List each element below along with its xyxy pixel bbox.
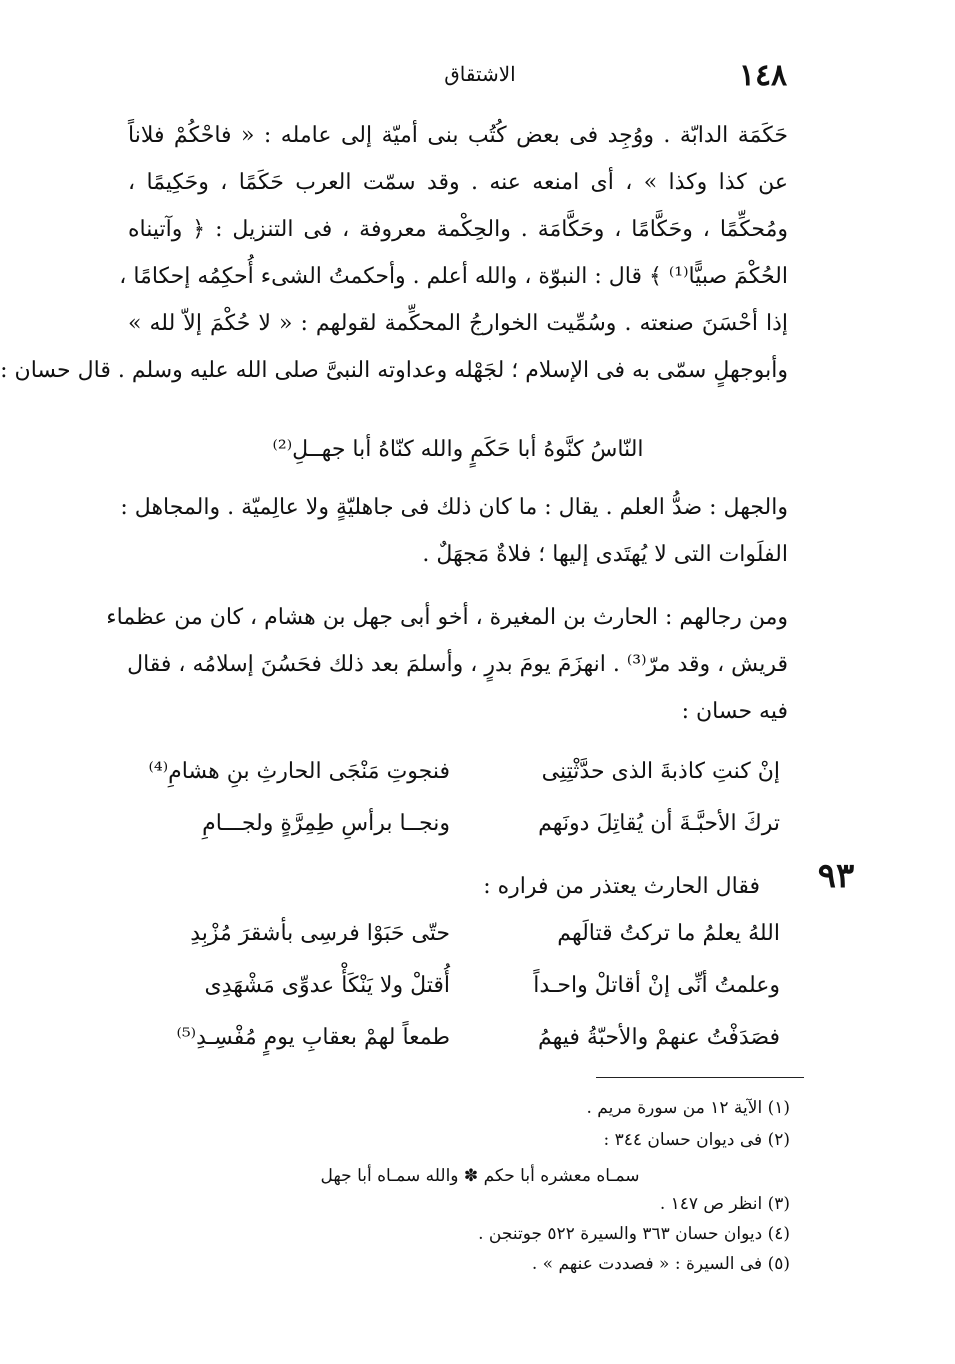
text-line: وأبوجهلٍ سمّى به فى الإسلام ؛ لجَهْله وعداوته النبىَّ صلى الله عليه وسلم . قال حسان :: [0, 358, 788, 383]
text-line: إذا أحْسَنَ صنعته . وسُمِّيت الخوارجُ المحكِّمة لقولهم : « لا حُكْمَ إلاّ لله »: [128, 311, 788, 336]
poem-2-verse: [140, 1014, 780, 1062]
hemistich-second: ونجــا برأسِ طِمِرَّةٍ ولجـــامِ: [202, 811, 450, 836]
footnote-3: (٣) انظر ص ١٤٧ .: [659, 1194, 790, 1214]
hemistich-second: أُقتلْ ولا يَنْكَأْ عدوِّى مَشْهَدِى: [204, 973, 450, 998]
text-line: الفلَوات التى لا يُهتَدى إليها ؛ فلاةٌ مَجهَلٌ .: [422, 542, 788, 567]
text-line: قريش ، وقد مرّ⁽³⁾ . انهزَمَ يومَ بدرٍ ، وأسلمَ بعد ذلك فحَسُنَ إسلامُه ، فقال: [127, 652, 788, 677]
margin-number: ٩٣: [817, 856, 855, 896]
hemistich-first: وعلمتُ أنِّى إنْ أقاتلْ واحـداً: [533, 973, 780, 998]
hemistich-first: اللهُ يعلمُ ما تركتُ قتالَهم: [557, 921, 780, 946]
footnote-5: (٥) فى السيرة : « فصددت عنهم » .: [531, 1254, 790, 1274]
paragraph-1: [0, 112, 788, 394]
footnote-2-verse: سمـاه معشره أبا حكم ✽ والله سمـاه أبا جهل: [320, 1166, 640, 1186]
paragraph-3: [106, 594, 788, 735]
text-line: ومن رجالهم : الحارث بن المغيرة ، أخو أبى جهل بن هشام ، كان من عظماء: [106, 605, 788, 630]
page-number: ١٤٨: [738, 58, 788, 93]
text-line: عن كذا وكذا » ، أى امنعه عنه . وقد سمّت العرب حَكَمًا ، وحَكِيمًا ،: [128, 170, 788, 195]
hemistich-second: حتّى حَبَوْا فرسِى بأشقرَ مُزْبِدِ: [190, 921, 450, 946]
verse-hassan-1: النّاسُ كنَّوهُ أبا حَكَمٍ والله كنّاهُ أبا جهــلِ⁽²⁾: [272, 437, 644, 462]
footnote-2: (٢) فى ديوان حسان ٣٤٤ :: [603, 1130, 790, 1150]
footnote-divider: [596, 1077, 804, 1078]
text-line: حَكَمَة الدابّة . ووُجِد فى بعض كُتُب بنى أميّة إلى عامله : « فاحْكُمْ فلاناً: [128, 123, 788, 148]
poem-2-intro: فقال الحارث يعتذر من فراره :: [483, 874, 760, 899]
poem-1-verse: [140, 748, 780, 796]
text-line: الحُكْمَ صبيًّا⁽¹⁾ ﴾ قال : النبوّة ، والله أعلم . وأحكمتُ الشىء أُحكِمُه إحكامًا ،: [119, 264, 788, 289]
paragraph-2: [120, 484, 788, 578]
text-line: والجهل : ضدُّ العلم . يقال : ما كان ذلك فى جاهليّةٍ ولا عالِميّة . والمجاهل :: [120, 495, 788, 520]
hemistich-first: تركَ الأحبَّـةَ أن يُقاتِلَ دونَهم: [538, 811, 780, 836]
footnote-4: (٤) ديوان حسان ٣٦٣ والسيرة ٥٢٢ جوتنجن .: [478, 1224, 790, 1244]
hemistich-second: طمعاً لهمْ بعقابِ يومٍ مُفْسِـدِ⁽⁵⁾: [176, 1025, 450, 1050]
poem-2-verse: [140, 962, 780, 1010]
running-title: الاشتقاق: [444, 62, 516, 86]
text-line: فيه حسان :: [681, 699, 788, 724]
hemistich-first: إنْ كنتِ كاذبةَ الذى حدَّثْتِنِى: [541, 759, 780, 784]
text-line: ومُحكِّمًا ، وحَكَّامًا ، وحَكَّامَة . والحِكْمة معروفة ، فى التنزيل : ﴿ وآتيناه: [128, 217, 788, 242]
footnote-1: (١) الآية ١٢ من سورة مريم .: [586, 1098, 790, 1118]
poem-2-verse: [140, 910, 780, 958]
hemistich-first: فصَدَفْتُ عنهمْ والأحبّةُ فيهمُ: [537, 1025, 780, 1050]
hemistich-second: فنجوتِ مَنْجَى الحارثِ بنِ هشامِ⁽⁴⁾: [148, 759, 450, 784]
poem-1-verse: [140, 800, 780, 848]
